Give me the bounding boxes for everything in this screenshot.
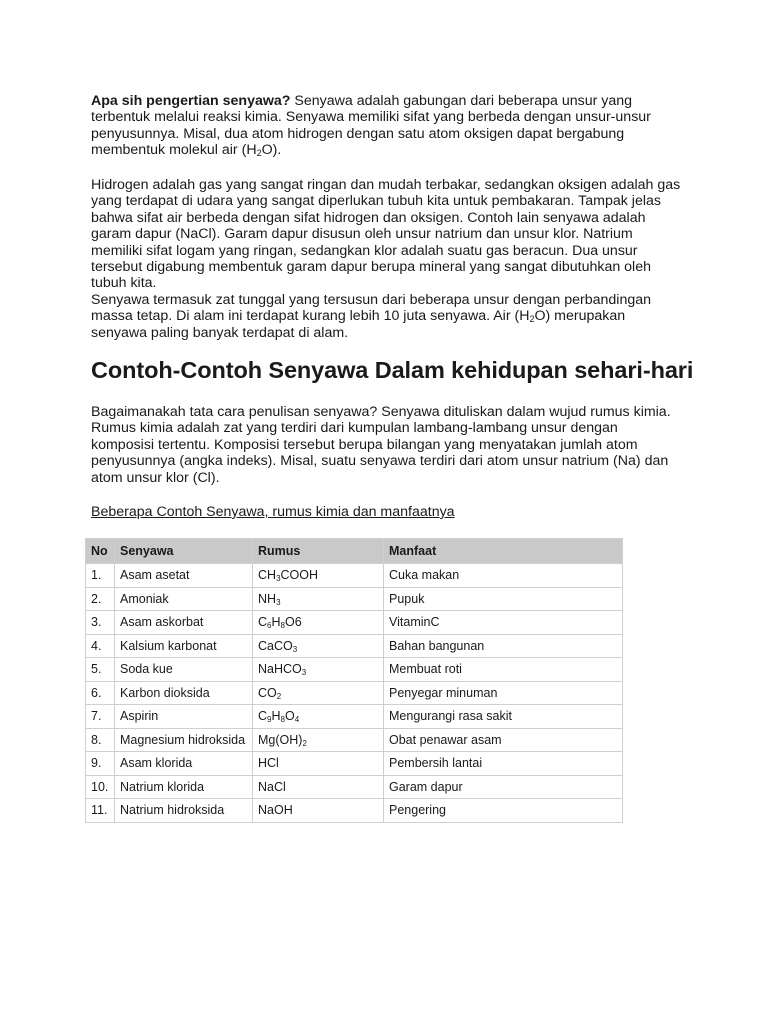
formula-subscript: 3	[301, 668, 307, 678]
formula-text: NaOH	[258, 803, 293, 818]
formula-text: H	[271, 615, 281, 630]
table-header-row	[86, 539, 623, 564]
cell-rumus	[253, 775, 384, 799]
cell-manfaat: Bahan bangunan	[384, 634, 623, 658]
paragraph-hydrogen-oxygen: Hidrogen adalah gas yang sangat ringan dan mudah terbakar, sedangkan oksigen adalah gas yang terdapat di udara yang sangat diperlukan tubuh kita untuk pembakaran. Tampak jelas bahwa sifat air berbeda dengan sifat hidrogen dan oksigen. Contoh lain senyawa adalah garam dapur (NaCl). Garam dapur disusun oleh unsur natrium dan unsur klor. Natrium memiliki sifat logam yang ringan, sedangkan klor adalah suatu gas beracun. Dua unsur tersebut digabung membentuk garam dapur berupa mineral yang sangat dibutuhkan oleh tubuh kita.	[91, 177, 681, 292]
formula-subscript: 9	[267, 715, 272, 725]
formula-text: NaHCO	[258, 662, 302, 677]
formula-text: Mg(OH)	[258, 732, 303, 747]
formula-text: CaCO	[258, 638, 293, 653]
table-row	[86, 611, 623, 635]
formula-text: O6	[284, 615, 302, 630]
table-row	[86, 587, 623, 611]
cell-no: 4.	[86, 634, 115, 658]
cell-rumus	[253, 587, 384, 611]
cell-rumus	[253, 752, 384, 776]
table-body	[86, 564, 623, 823]
cell-manfaat: Garam dapur	[384, 775, 623, 799]
paragraph-text: Senyawa adalah gabungan dari beberapa unsur yang terbentuk melalui reaksi kimia. Senyawa memiliki sifat yang berbeda dengan unsur-unsur penyusunnya. Misal, dua atom hidrogen dengan satu atom oksigen dapat bergabung membentuk molekul air (H	[91, 93, 651, 159]
table-caption: Beberapa Contoh Senyawa, rumus kimia dan manfaatnya	[91, 504, 455, 520]
table-row	[86, 658, 623, 682]
cell-manfaat: VitaminC	[384, 611, 623, 635]
cell-rumus	[253, 799, 384, 823]
formula-text: O	[284, 709, 295, 724]
cell-no: 7.	[86, 705, 115, 729]
cell-no: 5.	[86, 658, 115, 682]
header-senyawa: Senyawa	[115, 539, 253, 564]
formula-subscript: 2	[276, 691, 282, 701]
cell-rumus	[253, 611, 384, 635]
cell-manfaat: Pupuk	[384, 587, 623, 611]
formula-text: C	[258, 615, 268, 630]
cell-no: 11.	[86, 799, 115, 823]
formula-text: CO	[258, 685, 277, 700]
formula-text: C	[258, 709, 268, 724]
header-manfaat: Manfaat	[384, 539, 623, 564]
cell-manfaat: Pengering	[384, 799, 623, 823]
table-row	[86, 728, 623, 752]
formula-text: H	[271, 709, 281, 724]
subscript: 2	[529, 314, 535, 325]
formula-subscript: 3	[276, 574, 281, 584]
cell-senyawa: Aspirin	[115, 705, 253, 729]
compounds-table	[85, 538, 623, 823]
formula-text: COOH	[280, 568, 319, 583]
cell-no: 2.	[86, 587, 115, 611]
cell-no: 3.	[86, 611, 115, 635]
formula-subscript: 3	[292, 644, 298, 654]
formula-subscript: 8	[280, 621, 285, 631]
cell-no: 10.	[86, 775, 115, 799]
paragraph-lead-question: Apa sih pengertian senyawa?	[91, 93, 291, 109]
table-row	[86, 799, 623, 823]
cell-rumus	[253, 705, 384, 729]
cell-senyawa: Asam asetat	[115, 564, 253, 588]
cell-no: 6.	[86, 681, 115, 705]
cell-manfaat: Pembersih lantai	[384, 752, 623, 776]
table-row	[86, 752, 623, 776]
formula-subscript: 2	[302, 738, 307, 748]
cell-rumus	[253, 681, 384, 705]
paragraph-text: O).	[261, 142, 282, 159]
cell-senyawa: Natrium hidroksida	[115, 799, 253, 823]
subscript: 2	[256, 148, 262, 159]
formula-subscript: 3	[276, 597, 281, 607]
cell-no: 1.	[86, 564, 115, 588]
cell-no: 8.	[86, 728, 115, 752]
cell-senyawa: Soda kue	[115, 658, 253, 682]
formula-subscript: 8	[280, 715, 285, 725]
header-rumus: Rumus	[253, 539, 384, 564]
cell-manfaat: Penyegar minuman	[384, 681, 623, 705]
paragraph-definition	[91, 93, 681, 159]
cell-rumus	[253, 728, 384, 752]
cell-senyawa: Asam klorida	[115, 752, 253, 776]
section-heading: Contoh-Contoh Senyawa Dalam kehidupan sehari-hari	[91, 357, 694, 383]
cell-senyawa: Karbon dioksida	[115, 681, 253, 705]
cell-manfaat: Mengurangi rasa sakit	[384, 705, 623, 729]
paragraph-text: O) merupakan senyawa paling banyak terdapat di alam.	[91, 308, 626, 341]
formula-subscript: 4	[294, 715, 300, 725]
paragraph-text: Senyawa termasuk zat tunggal yang tersusun dari beberapa unsur dengan perbandingan massa tetap. Di alam ini terdapat kurang lebih 10 juta senyawa. Air (H	[91, 292, 652, 325]
cell-senyawa: Natrium klorida	[115, 775, 253, 799]
cell-no: 9.	[86, 752, 115, 776]
paragraph-single-substance	[91, 292, 681, 341]
formula-text: CH	[258, 568, 277, 583]
cell-manfaat: Membuat roti	[384, 658, 623, 682]
table-row	[86, 705, 623, 729]
cell-rumus	[253, 634, 384, 658]
table-row	[86, 634, 623, 658]
formula-subscript: 6	[267, 621, 272, 631]
formula-text: HCl	[258, 756, 279, 771]
paragraph-formula-writing: Bagaimanakah tata cara penulisan senyawa? Senyawa dituliskan dalam wujud rumus kimia. Rumus kimia adalah zat yang terdiri dari kumpulan lambang-lambang unsur dengan komposisi tertentu. Komposisi tersebut berupa bilangan yang menyatakan jumlah atom penyusunnya (angka indeks). Misal, suatu senyawa terdiri dari atom unsur natrium (Na) dan atom unsur klor (Cl).	[91, 404, 671, 486]
cell-manfaat: Cuka makan	[384, 564, 623, 588]
table-row	[86, 775, 623, 799]
header-no: No	[86, 539, 115, 564]
table-row	[86, 681, 623, 705]
table-row	[86, 564, 623, 588]
formula-text: NaCl	[258, 779, 286, 794]
cell-senyawa: Asam askorbat	[115, 611, 253, 635]
cell-rumus	[253, 658, 384, 682]
cell-senyawa: Amoniak	[115, 587, 253, 611]
cell-senyawa: Magnesium hidroksida	[115, 728, 253, 752]
formula-text: NH	[258, 591, 277, 606]
cell-manfaat: Obat penawar asam	[384, 728, 623, 752]
cell-senyawa: Kalsium karbonat	[115, 634, 253, 658]
cell-rumus	[253, 564, 384, 588]
